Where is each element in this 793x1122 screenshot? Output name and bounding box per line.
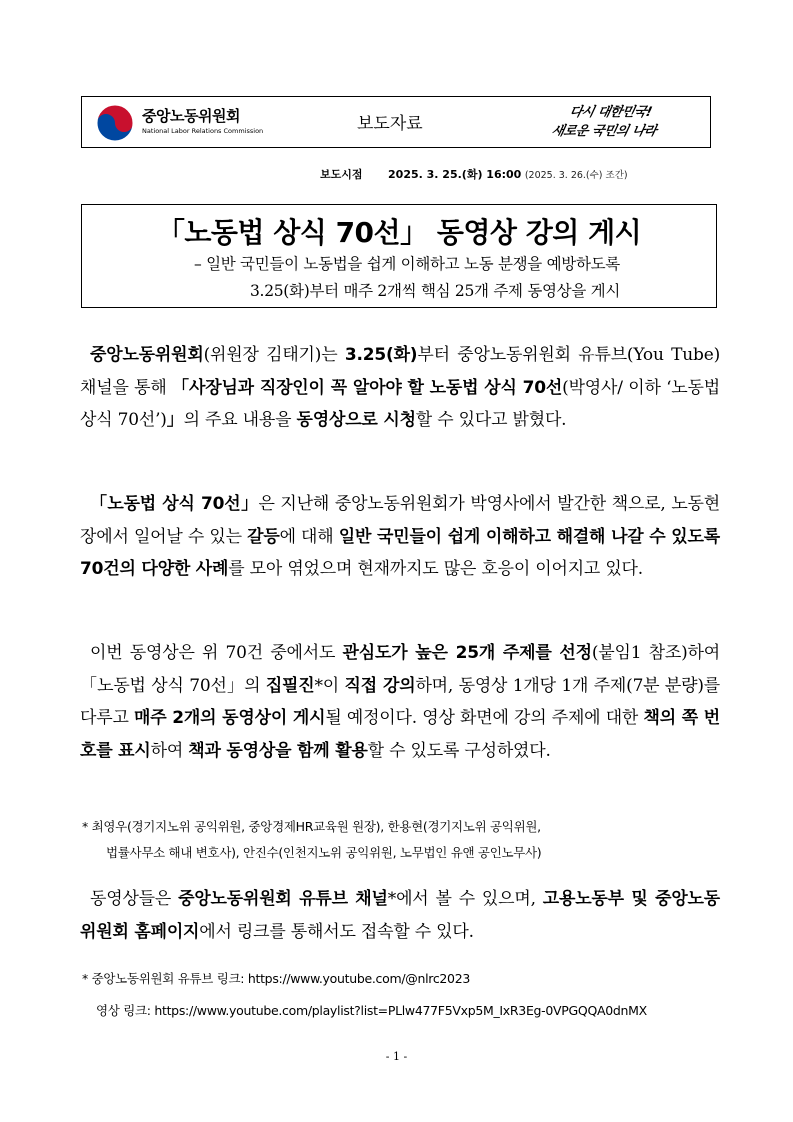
- body-text: 부터 중앙노동위원회 유튜브(You Tube) 채널을 통해: [80, 345, 721, 398]
- body-text: *에서 볼 수 있으며,: [387, 889, 543, 909]
- emphasis-text: 일반 국민들이 쉽게 이해하고 해결해 나갈 수 있도록 70건의 다양한 사례: [80, 526, 720, 579]
- emphasis-text: 책과 동영상을 함께 활용: [188, 740, 368, 761]
- emphasis-text: 직접 강의: [344, 675, 416, 696]
- title-box: [81, 204, 717, 308]
- emphasis-text: 3.25(화): [344, 345, 418, 365]
- slogan-line-2: 새로운 국민의 나라: [549, 124, 658, 139]
- body-text: *이: [314, 675, 345, 696]
- authors-note: [82, 814, 732, 866]
- emphasis-text: 중앙노동위원회 유튜브 채널: [178, 889, 388, 909]
- body-text: 하여: [150, 740, 189, 761]
- page-number: - 1 -: [385, 1050, 408, 1063]
- emphasis-text: 」: [166, 410, 184, 430]
- press-header: [81, 96, 711, 148]
- body-text: (붙임1 참조)하여 「노동법 상식 70선」의: [80, 643, 720, 696]
- emphasis-text: 동영상으로 시청: [296, 410, 416, 430]
- body-text: 동영상들은: [90, 889, 179, 909]
- body-text: 에서 링크를 통해서도 접속할 수 있다.: [199, 921, 474, 942]
- authors-note-line-1: * 최영우(경기지노위 공익위원, 중앙경제HR교육원 원장), 한용현(경기지노위 공익위원,: [82, 819, 541, 834]
- playlist-link[interactable]: 영상 링크: https://www.youtube.com/playlist?list=PLlw477F5Vxp5M_IxR3Eg-0VPGQQA0dnMX: [96, 1003, 647, 1018]
- org-name-english: National Labor Relations Commission: [142, 127, 264, 135]
- release-datetime: 2025. 3. 25.(화) 16:00: [388, 168, 522, 181]
- subtitle-line-2: 3.25(화)부터 매주 2개씩 핵심 25개 주제 동영상을 게시: [250, 282, 620, 300]
- page-title: 「노동법 상식 70선」 동영상 강의 게시: [156, 216, 642, 249]
- body-text: 은 지난해 중앙노동위원회가 박영사에서 발간한 책으로, 노동현장에서 일어날 수 있는: [80, 494, 720, 547]
- emphasis-text: 관심도가 높은 25개 주제를 선정: [342, 643, 592, 663]
- document-type: 보도자료: [357, 114, 423, 134]
- body-text: 의 주요 내용을: [183, 410, 297, 430]
- emphasis-text: 「사장님과 직장인이 꼭 알아야 할 노동법 상식 70선: [171, 377, 563, 398]
- paragraph-2: [80, 488, 720, 586]
- body-text: 하며, 동영상 1개당 1개 주제(7분 분량)를 다루고: [80, 675, 721, 728]
- emphasis-text: 갈등: [247, 526, 280, 547]
- emphasis-text: 책의 쪽 번호를 표시: [80, 708, 721, 761]
- body-text: (박영사/ 이하 ‘노동법 상식 70선’): [80, 377, 720, 430]
- paragraph-1: [80, 339, 720, 437]
- emphasis-text: 중앙노동위원회: [90, 345, 204, 365]
- slogan: [549, 101, 702, 143]
- paragraph-4: [80, 883, 720, 948]
- youtube-note: [82, 966, 732, 1024]
- release-info: [320, 166, 628, 182]
- emphasis-text: 매주 2개의 동영상이 게시: [133, 708, 326, 728]
- youtube-link[interactable]: * 중앙노동위원회 유튜브 링크: https://www.youtube.com/@nlrc2023: [82, 971, 470, 986]
- embargo-note: (2025. 3. 26.(수) 조간): [524, 170, 628, 181]
- paragraph-3: [80, 637, 720, 767]
- body-text: 할 수 있도록 구성하였다.: [367, 740, 551, 761]
- slogan-line-1: 다시 대한민국!: [567, 105, 653, 120]
- org-name-korean: 중앙노동위원회: [142, 107, 240, 125]
- subtitle-line-1: – 일반 국민들이 노동법을 쉽게 이해하고 노동 분쟁을 예방하도록: [194, 255, 620, 273]
- authors-note-line-2: 법률사무소 해내 변호사), 안진수(인천지노위 공익위원, 노무법인 유앤 공인노무사): [106, 845, 542, 860]
- emphasis-text: 고용노동부 및 중앙노동위원회 홈페이지: [80, 889, 720, 942]
- government-logo-icon: [94, 103, 136, 143]
- body-text: 이번 동영상은 위 70건 중에서도: [90, 643, 343, 663]
- body-text: 를 모아 엮었으며 현재까지도 많은 호응이 이어지고 있다.: [228, 559, 643, 579]
- body-text: (위원장 김태기)는: [203, 345, 345, 365]
- emphasis-text: 집필진: [265, 675, 315, 696]
- body-text: 에 대해: [279, 526, 339, 547]
- body-text: 될 예정이다. 영상 화면에 강의 주제에 대한: [325, 708, 644, 728]
- release-label: 보도시점: [320, 168, 363, 181]
- body-text: 할 수 있다고 밝혔다.: [415, 410, 567, 430]
- emphasis-text: 「노동법 상식 70선」: [90, 494, 259, 514]
